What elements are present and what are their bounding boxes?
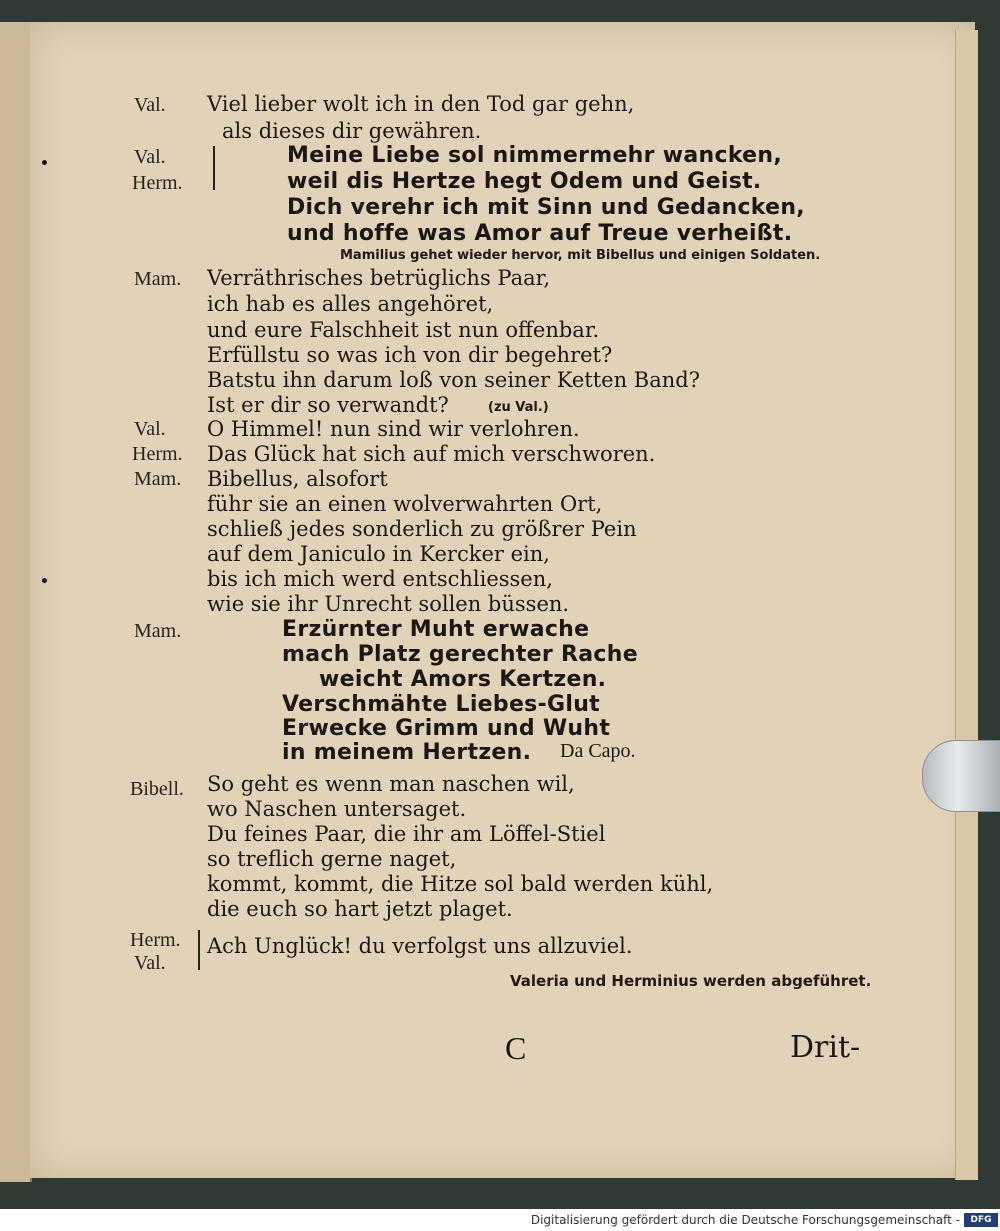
speaker-label: Herm. (132, 172, 183, 194)
verse-line: Das Glück hat sich auf mich verschworen. (207, 442, 656, 466)
verse-line: Ist er dir so verwandt? (207, 393, 449, 417)
speaker-label: Mam. (134, 620, 182, 642)
da-capo-mark: Da Capo. (560, 740, 636, 762)
verse-line: Batstu ihn darum loß von seiner Ketten Band? (207, 368, 700, 392)
aria-line: in meinem Hertzen. (282, 740, 532, 765)
speaker-label: Bibell. (130, 778, 184, 800)
dfg-logo-icon: DFG (964, 1213, 998, 1227)
verse-line: als dieses dir gewähren. (222, 119, 482, 143)
aria-line: weicht Amors Kertzen. (319, 667, 607, 692)
verse-line: wie sie ihr Unrecht sollen büssen. (207, 592, 570, 616)
verse-line: wo Naschen untersaget. (207, 797, 467, 821)
speaker-label: Val. (134, 418, 166, 440)
verse-line: und eure Falschheit ist nun offenbar. (207, 318, 600, 342)
aria-line: Verschmähte Liebes-Glut (282, 692, 600, 717)
aria-line: Dich verehr ich mit Sinn und Gedancken, (287, 195, 805, 220)
speaker-label: Val. (134, 94, 166, 116)
verse-line: Bibellus, alsofort (207, 467, 388, 491)
verse-line: Du feines Paar, die ihr am Löffel-Stiel (207, 822, 606, 846)
aria-line: weil dis Hertze hegt Odem und Geist. (287, 169, 762, 194)
verse-line: bis ich mich werd entschliessen, (207, 567, 553, 591)
facing-page-edge (0, 22, 32, 1182)
stage-direction: Mamilius gehet wieder hervor, mit Bibellus und einigen Soldaten. (340, 248, 821, 263)
page-edge (955, 30, 978, 1180)
verse-line: schließ jedes sonderlich zu größrer Pein (207, 517, 637, 541)
speaker-label: Mam. (134, 268, 182, 290)
speaker-label: Val. (134, 952, 166, 974)
aria-line: mach Platz gerechter Rache (282, 642, 638, 667)
speaker-brace (213, 146, 215, 190)
verse-line: führ sie an einen wolverwahrten Ort, (207, 492, 603, 516)
footer-bar (0, 1209, 1000, 1231)
footer-credit: Digitalisierung gefördert durch die Deutsche Forschungsgemeinschaft - (530, 1213, 960, 1227)
verse-line: die euch so hart jetzt plaget. (207, 897, 513, 921)
verse-line: ich hab es alles angehöret, (207, 292, 494, 316)
speaker-brace (198, 930, 200, 970)
aria-line: Meine Liebe sol nimmermehr wancken, (287, 143, 783, 168)
aria-line: Erwecke Grimm und Wuht (282, 716, 611, 741)
stage-direction: Valeria und Herminius werden abgeführet. (510, 972, 872, 990)
verse-line: kommt, kommt, die Hitze sol bald werden kühl, (207, 872, 714, 896)
ink-mark (42, 578, 47, 583)
stage-direction: (zu Val.) (488, 400, 549, 415)
catchword: Drit- (790, 1030, 861, 1065)
signature-mark: C (505, 1030, 527, 1066)
speaker-label: Herm. (130, 929, 181, 951)
speaker-label: Val. (134, 146, 166, 168)
verse-line: O Himmel! nun sind wir verlohren. (207, 417, 580, 441)
verse-line: auf dem Janiculo in Kercker ein, (207, 542, 550, 566)
verse-line: so treflich gerne naget, (207, 847, 457, 871)
speaker-label: Herm. (132, 443, 183, 465)
verse-line: Erfüllstu so was ich von dir begehret? (207, 343, 613, 367)
speaker-label: Mam. (134, 468, 182, 490)
ink-mark (42, 160, 47, 165)
page-clip (922, 740, 1000, 812)
aria-line: Erzürnter Muht erwache (282, 617, 590, 642)
aria-line: und hoffe was Amor auf Treue verheißt. (287, 221, 793, 246)
verse-line: Verräthrisches betrüglichs Paar, (207, 266, 551, 290)
verse-line: So geht es wenn man naschen wil, (207, 772, 575, 796)
verse-line: Ach Unglück! du verfolgst uns allzuviel. (207, 934, 633, 958)
verse-line: Viel lieber wolt ich in den Tod gar gehn, (207, 92, 635, 116)
